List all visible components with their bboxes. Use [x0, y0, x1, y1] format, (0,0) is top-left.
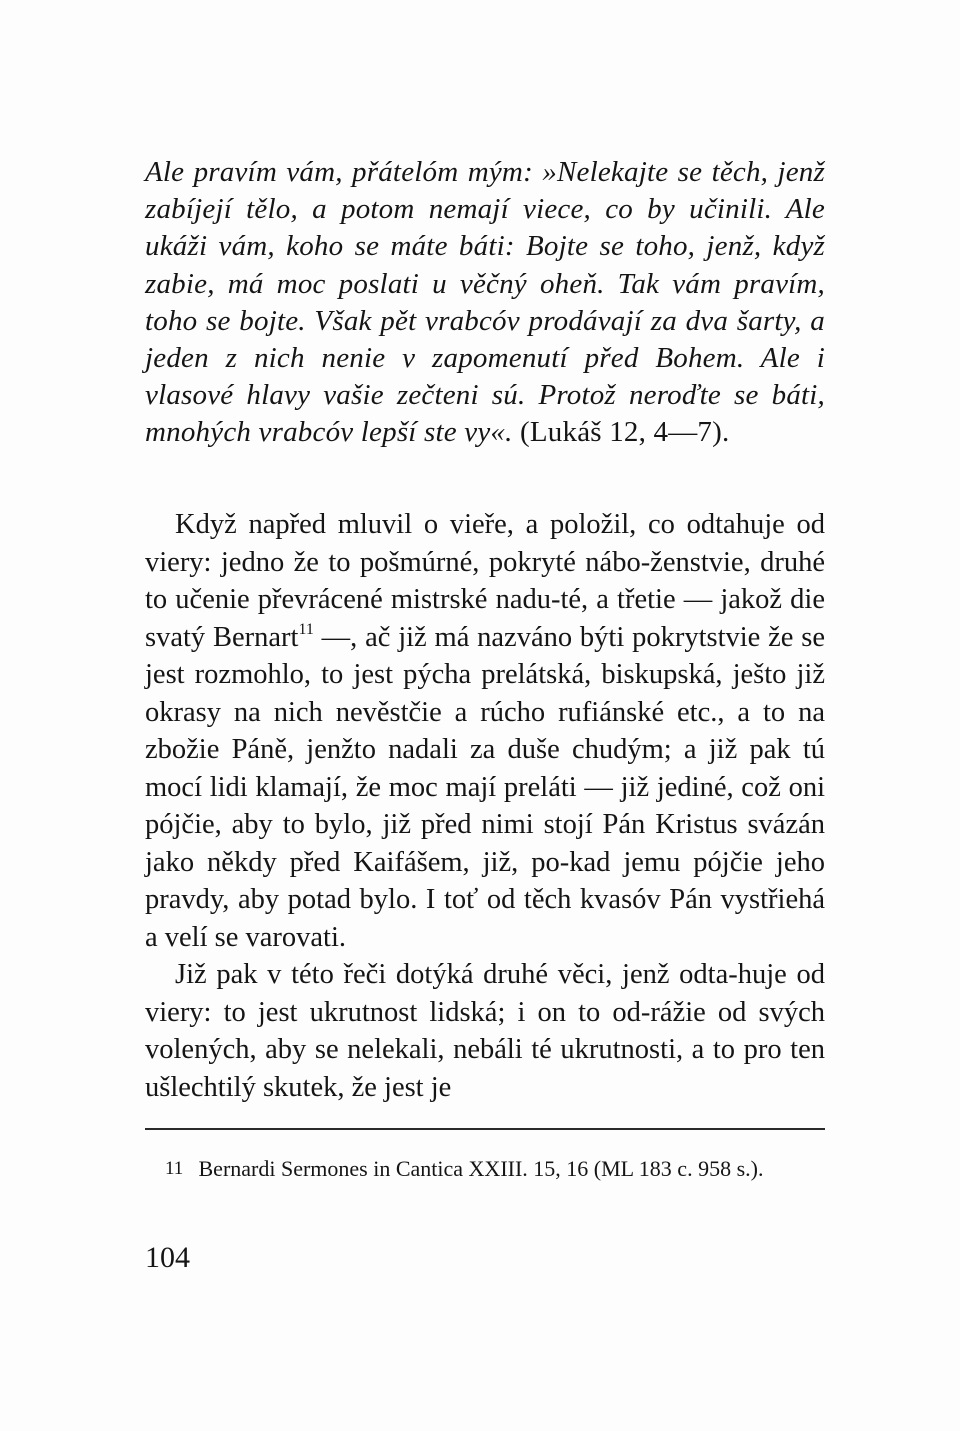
- footnote-reference: 11: [298, 620, 314, 638]
- page-number: 104: [145, 1241, 190, 1274]
- quote-text: Ale pravím vám, přátelóm mým: »Nelekajte se těch, jenž zabíjejí tělo, a potom nemají viece, co by učinili. Ale ukáži vám, koho se máte báti: Bojte se toho, jenž, když zabie, má moc poslati u věčný oheň. Tak vám pravím, toho se bojte. Však pět vrabcóv prodávají za dva šarty, a jeden z nich nenie v zapomenutí před Bohem. Ale i vlasové hlavy vašie zečteni sú. Protož neroďte se báti, mnohých vrabcóv lepší ste vy«.: [145, 156, 825, 449]
- paragraph-1: [145, 506, 825, 956]
- footnote-text: Bernardi Sermones in Cantica XXIII. 15, 16 (ML 183 c. 958 s.).: [198, 1156, 764, 1181]
- paragraph-2: Již pak v této řeči dotýká druhé věci, jenž odta-huje od viery: to jest ukrutnost lidská; i on to od-rážie od svých volených, aby se nelekali, nebáli té ukrutnosti, a to pro ten ušlechtilý skutek, že jest je: [145, 959, 825, 1103]
- scripture-quote: [145, 154, 825, 452]
- paragraph-1-part-a: Když napřed mluvil o vieře, a položil, co odtahuje od viery: jedno že to pošmúrné, pokryté nábo-ženstvie, druhé to učenie převrácené mistrské nadu-té, a třetie — jakož die svatý Bernart: [145, 509, 825, 653]
- footnote-mark: 11: [165, 1158, 184, 1179]
- body-text: [145, 506, 825, 1106]
- footnote: [145, 1152, 825, 1185]
- footnote-divider: [145, 1128, 825, 1130]
- quote-reference: (Lukáš 12, 4—7).: [520, 416, 730, 449]
- paragraph-1-part-b: —, ač již má nazváno býti pokrytstvie že se jest rozmohlo, to jest pýcha prelátská, biskupská, ješto již okrasy na nich nevěstčie a rúcho rufiánské etc., a to na zbožie Páně, jenžto nadali za duše chudým; a již pak tú mocí lidi klamají, že moc mají preláti — již jediné, což oni pójčie, aby to bylo, již před nimi stojí Pán Kristus svázán jako někdy před Kaifášem, již, po-kad jemu pójčie jeho pravdy, aby potad bylo. I toť od těch kvasóv Pán vystřiehá a velí se varovati.: [145, 621, 825, 953]
